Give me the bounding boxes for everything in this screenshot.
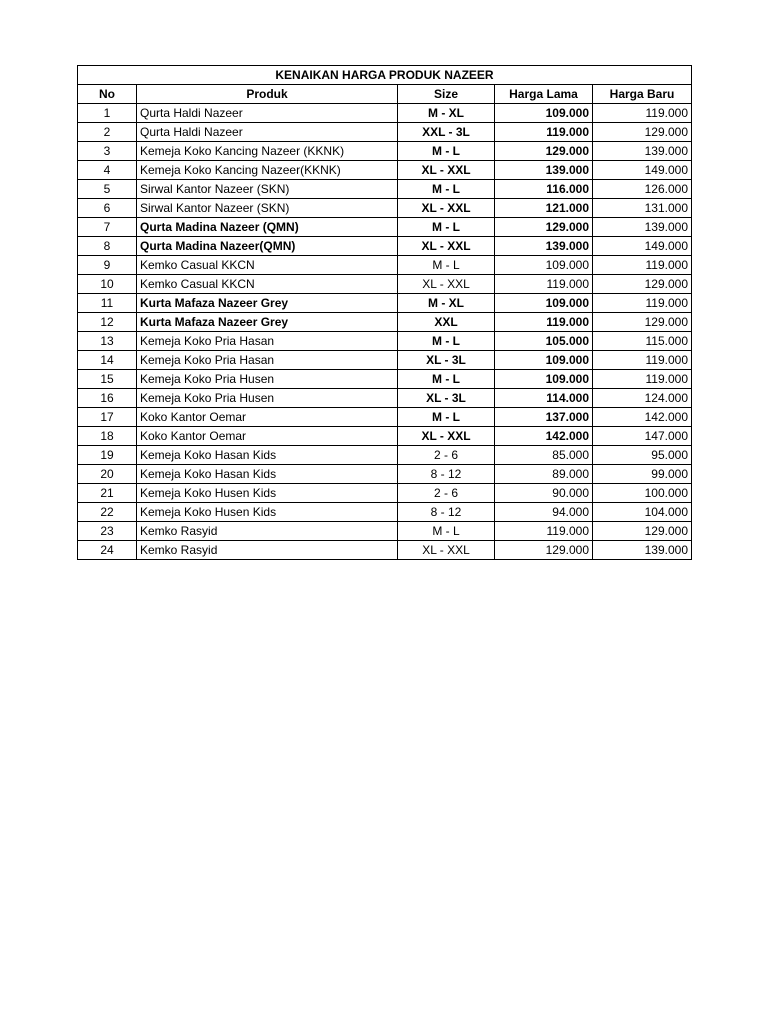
cell-no: 8 (78, 237, 137, 256)
cell-size: M - XL (398, 104, 495, 123)
cell-harga-baru: 99.000 (593, 465, 692, 484)
cell-harga-baru: 129.000 (593, 123, 692, 142)
cell-produk: Qurta Madina Nazeer(QMN) (137, 237, 398, 256)
cell-size: XL - 3L (398, 351, 495, 370)
cell-no: 10 (78, 275, 137, 294)
table-row (78, 104, 692, 123)
cell-produk: Kemeja Koko Pria Husen (137, 370, 398, 389)
cell-produk: Qurta Haldi Nazeer (137, 123, 398, 142)
cell-size: M - L (398, 522, 495, 541)
cell-harga-lama: 114.000 (495, 389, 593, 408)
cell-produk: Kemeja Koko Pria Hasan (137, 351, 398, 370)
cell-no: 22 (78, 503, 137, 522)
cell-harga-baru: 119.000 (593, 104, 692, 123)
table-row (78, 370, 692, 389)
cell-no: 12 (78, 313, 137, 332)
cell-no: 3 (78, 142, 137, 161)
table-row (78, 256, 692, 275)
cell-produk: Koko Kantor Oemar (137, 408, 398, 427)
cell-no: 4 (78, 161, 137, 180)
cell-harga-baru: 149.000 (593, 237, 692, 256)
cell-size: M - XL (398, 294, 495, 313)
cell-no: 21 (78, 484, 137, 503)
cell-size: M - L (398, 218, 495, 237)
cell-size: 8 - 12 (398, 503, 495, 522)
cell-harga-lama: 116.000 (495, 180, 593, 199)
table-row (78, 332, 692, 351)
cell-size: M - L (398, 408, 495, 427)
cell-harga-baru: 100.000 (593, 484, 692, 503)
cell-harga-lama: 109.000 (495, 351, 593, 370)
cell-size: XL - XXL (398, 237, 495, 256)
cell-no: 7 (78, 218, 137, 237)
cell-produk: Koko Kantor Oemar (137, 427, 398, 446)
cell-produk: Kurta Mafaza Nazeer Grey (137, 313, 398, 332)
cell-produk: Kemeja Koko Kancing Nazeer (KKNK) (137, 142, 398, 161)
table-row (78, 275, 692, 294)
cell-no: 24 (78, 541, 137, 560)
cell-harga-lama: 85.000 (495, 446, 593, 465)
cell-harga-baru: 129.000 (593, 313, 692, 332)
cell-size: 2 - 6 (398, 446, 495, 465)
cell-size: XL - XXL (398, 161, 495, 180)
cell-harga-lama: 121.000 (495, 199, 593, 218)
cell-size: XL - XXL (398, 427, 495, 446)
cell-produk: Kurta Mafaza Nazeer Grey (137, 294, 398, 313)
header-size: Size (398, 85, 495, 104)
cell-no: 6 (78, 199, 137, 218)
cell-harga-lama: 109.000 (495, 294, 593, 313)
cell-harga-lama: 94.000 (495, 503, 593, 522)
cell-no: 18 (78, 427, 137, 446)
cell-no: 20 (78, 465, 137, 484)
cell-produk: Kemeja Koko Husen Kids (137, 503, 398, 522)
cell-harga-baru: 129.000 (593, 275, 692, 294)
cell-no: 1 (78, 104, 137, 123)
cell-harga-baru: 147.000 (593, 427, 692, 446)
header-harga-baru: Harga Baru (593, 85, 692, 104)
table-row (78, 237, 692, 256)
table-row (78, 218, 692, 237)
cell-harga-lama: 139.000 (495, 161, 593, 180)
cell-harga-baru: 119.000 (593, 294, 692, 313)
cell-no: 9 (78, 256, 137, 275)
cell-size: XL - XXL (398, 541, 495, 560)
cell-harga-lama: 119.000 (495, 123, 593, 142)
cell-harga-baru: 119.000 (593, 256, 692, 275)
cell-harga-lama: 119.000 (495, 313, 593, 332)
cell-harga-lama: 89.000 (495, 465, 593, 484)
cell-no: 16 (78, 389, 137, 408)
cell-produk: Qurta Haldi Nazeer (137, 104, 398, 123)
cell-no: 17 (78, 408, 137, 427)
cell-harga-baru: 104.000 (593, 503, 692, 522)
table-row (78, 294, 692, 313)
cell-harga-lama: 105.000 (495, 332, 593, 351)
cell-size: M - L (398, 142, 495, 161)
cell-harga-lama: 109.000 (495, 370, 593, 389)
cell-produk: Kemeja Koko Pria Hasan (137, 332, 398, 351)
table-body (78, 104, 692, 560)
table-row (78, 408, 692, 427)
header-harga-lama: Harga Lama (495, 85, 593, 104)
cell-harga-baru: 126.000 (593, 180, 692, 199)
cell-produk: Kemko Rasyid (137, 541, 398, 560)
cell-harga-lama: 109.000 (495, 256, 593, 275)
cell-harga-lama: 142.000 (495, 427, 593, 446)
cell-size: XXL - 3L (398, 123, 495, 142)
table-row (78, 465, 692, 484)
cell-harga-lama: 119.000 (495, 275, 593, 294)
cell-produk: Kemko Casual KKCN (137, 275, 398, 294)
cell-no: 19 (78, 446, 137, 465)
table-row (78, 161, 692, 180)
table-title: KENAIKAN HARGA PRODUK NAZEER (78, 66, 692, 85)
cell-produk: Qurta Madina Nazeer (QMN) (137, 218, 398, 237)
cell-size: XL - XXL (398, 275, 495, 294)
table-row (78, 313, 692, 332)
cell-no: 5 (78, 180, 137, 199)
cell-harga-lama: 137.000 (495, 408, 593, 427)
cell-no: 13 (78, 332, 137, 351)
title-row (78, 66, 692, 85)
cell-harga-lama: 139.000 (495, 237, 593, 256)
cell-harga-lama: 109.000 (495, 104, 593, 123)
cell-no: 14 (78, 351, 137, 370)
table-row (78, 541, 692, 560)
cell-size: M - L (398, 332, 495, 351)
cell-size: 2 - 6 (398, 484, 495, 503)
cell-harga-baru: 124.000 (593, 389, 692, 408)
cell-produk: Kemeja Koko Kancing Nazeer(KKNK) (137, 161, 398, 180)
cell-harga-lama: 129.000 (495, 142, 593, 161)
cell-harga-baru: 139.000 (593, 541, 692, 560)
table-row (78, 427, 692, 446)
cell-harga-lama: 90.000 (495, 484, 593, 503)
cell-produk: Kemeja Koko Hasan Kids (137, 465, 398, 484)
table-row (78, 446, 692, 465)
cell-size: M - L (398, 370, 495, 389)
cell-size: XL - XXL (398, 199, 495, 218)
cell-size: XXL (398, 313, 495, 332)
table-row (78, 522, 692, 541)
header-produk: Produk (137, 85, 398, 104)
cell-size: XL - 3L (398, 389, 495, 408)
cell-harga-baru: 115.000 (593, 332, 692, 351)
cell-size: M - L (398, 180, 495, 199)
cell-harga-baru: 119.000 (593, 370, 692, 389)
header-no: No (78, 85, 137, 104)
cell-produk: Kemeja Koko Hasan Kids (137, 446, 398, 465)
cell-harga-baru: 95.000 (593, 446, 692, 465)
cell-no: 15 (78, 370, 137, 389)
cell-produk: Sirwal Kantor Nazeer (SKN) (137, 199, 398, 218)
cell-harga-lama: 129.000 (495, 541, 593, 560)
cell-no: 2 (78, 123, 137, 142)
cell-harga-baru: 131.000 (593, 199, 692, 218)
cell-no: 23 (78, 522, 137, 541)
cell-harga-baru: 149.000 (593, 161, 692, 180)
table-row (78, 142, 692, 161)
cell-harga-baru: 142.000 (593, 408, 692, 427)
header-row (78, 85, 692, 104)
cell-harga-lama: 129.000 (495, 218, 593, 237)
cell-harga-baru: 129.000 (593, 522, 692, 541)
cell-no: 11 (78, 294, 137, 313)
cell-harga-baru: 139.000 (593, 218, 692, 237)
table-row (78, 503, 692, 522)
table-row (78, 180, 692, 199)
table-row (78, 484, 692, 503)
cell-produk: Kemko Rasyid (137, 522, 398, 541)
price-table (77, 65, 692, 560)
cell-size: 8 - 12 (398, 465, 495, 484)
table-row (78, 389, 692, 408)
cell-produk: Kemeja Koko Pria Husen (137, 389, 398, 408)
cell-harga-lama: 119.000 (495, 522, 593, 541)
table-row (78, 123, 692, 142)
table-row (78, 199, 692, 218)
cell-harga-baru: 139.000 (593, 142, 692, 161)
cell-produk: Sirwal Kantor Nazeer (SKN) (137, 180, 398, 199)
table-row (78, 351, 692, 370)
cell-size: M - L (398, 256, 495, 275)
cell-produk: Kemko Casual KKCN (137, 256, 398, 275)
cell-harga-baru: 119.000 (593, 351, 692, 370)
cell-produk: Kemeja Koko Husen Kids (137, 484, 398, 503)
